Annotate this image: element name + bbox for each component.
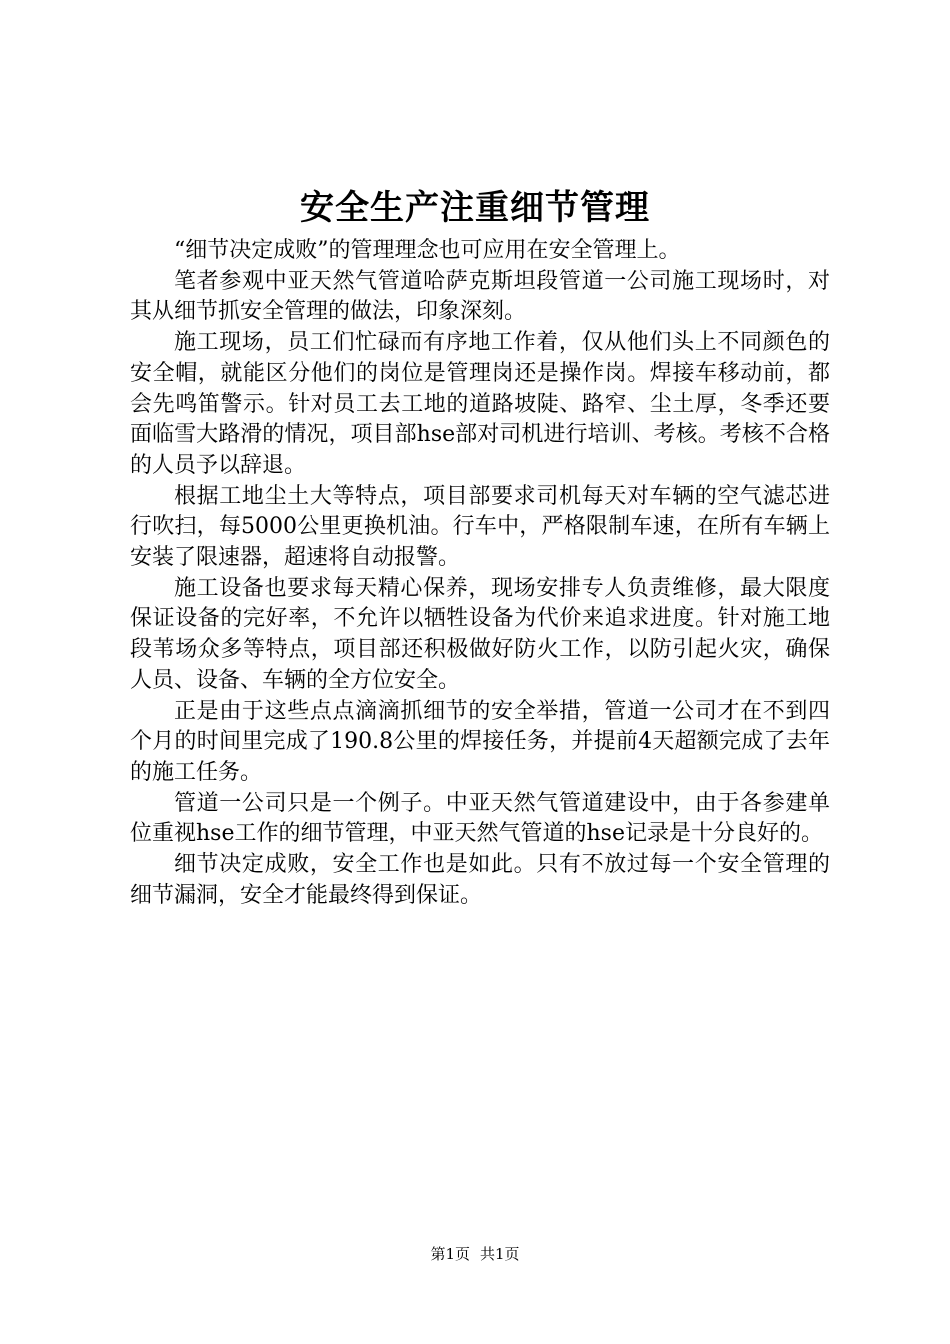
paragraph: 管道一公司只是一个例子。中亚天然气管道建设中，由于各参建单位重视hse工作的细节管理，中亚天然气管道的hse记录是十分良好的。 — [130, 790, 830, 847]
page-title: 安全生产注重细节管理 — [300, 188, 650, 228]
paragraph: “细节决定成败”的管理理念也可应用在安全管理上。 — [174, 238, 681, 263]
page-number: 第1页 — [430, 1245, 470, 1263]
paragraph: 施工现场，员工们忙碌而有序地工作着，仅从他们头上不同颜色的安全帽，就能区分他们的岗位是管理岗还是操作岗。焊接车移动前，都会先鸣笛警示。针对员工去工地的道路坡陡、路窄、尘土厚，冬季还要面临雪大路滑的情况，项目部hse部对司机进行培训、考核。考核不合格的人员予以辞退。 — [130, 330, 830, 478]
paragraph: 根据工地尘土大等特点，项目部要求司机每天对车辆的空气滤芯进行吹扫，每5000公里更换机油。行车中，严格限制车速，在所有车辆上安装了限速器，超速将自动报警。 — [130, 483, 830, 571]
page-total: 共1页 — [480, 1245, 520, 1263]
paragraph: 施工设备也要求每天精心保养，现场安排专人负责维修，最大限度保证设备的完好率，不允许以牺牲设备为代价来追求进度。针对施工地段苇场众多等特点，项目部还积极做好防火工作，以防引起火灾，确保人员、设备、车辆的全方位安全。 — [130, 575, 830, 693]
paragraph: 细节决定成败，安全工作也是如此。只有不放过每一个安全管理的细节漏洞，安全才能最终得到保证。 — [130, 852, 830, 908]
document-body — [130, 236, 830, 911]
page-footer — [0, 1244, 950, 1264]
paragraph: 笔者参观中亚天然气管道哈萨克斯坦段管道一公司施工现场时，对其从细节抓安全管理的做法，印象深刻。 — [130, 268, 830, 325]
paragraph: 正是由于这些点点滴滴抓细节的安全举措，管道一公司才在不到四个月的时间里完成了190.8公里的焊接任务，并提前4天超额完成了去年的施工任务。 — [130, 698, 830, 785]
